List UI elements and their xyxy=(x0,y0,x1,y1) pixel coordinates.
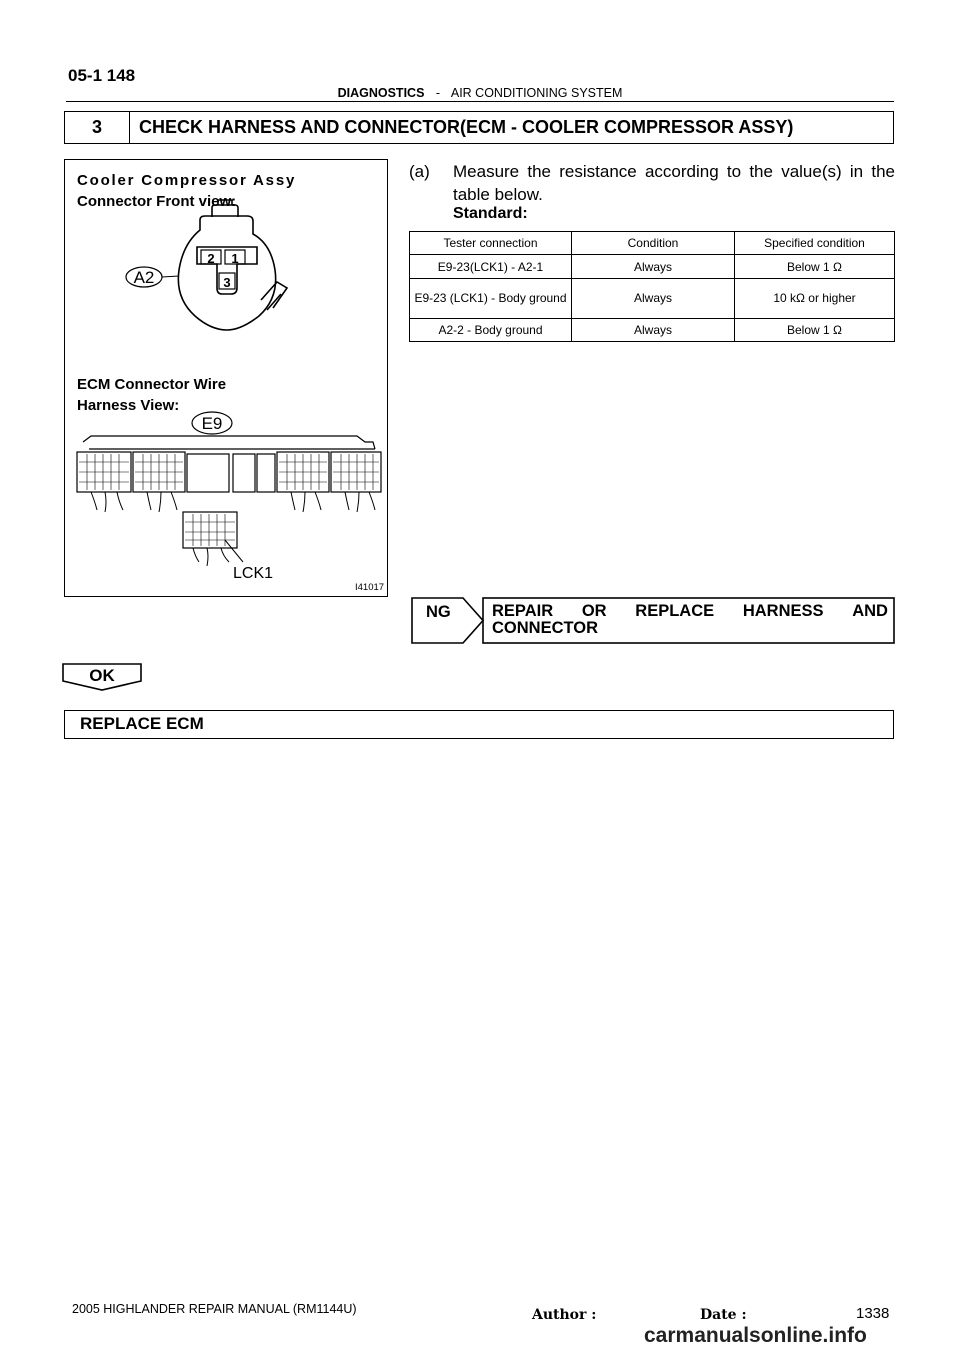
figure-code: I41017 xyxy=(355,582,385,593)
ok-label: OK xyxy=(89,666,115,685)
lck1-leader-line xyxy=(225,540,243,562)
ng-label: NG xyxy=(426,603,451,621)
figure-label-cooler: Cooler Compressor Assy xyxy=(77,172,297,189)
table-header-cell: Tester connection xyxy=(410,232,572,255)
ng-action-line: REPAIR OR REPLACE HARNESS AND xyxy=(492,602,888,620)
table-cell: Below 1 Ω xyxy=(735,319,895,342)
step-heading xyxy=(64,111,894,144)
table-cell: 10 kΩ or higher xyxy=(735,279,895,319)
header-subsection: AIR CONDITIONING SYSTEM xyxy=(450,86,623,100)
table-header-cell: Specified condition xyxy=(735,232,895,255)
a2-leader-line xyxy=(162,276,179,277)
figure-label-ecm: ECM Connector Wire xyxy=(77,376,227,393)
standard-label: Standard: xyxy=(453,205,528,222)
ng-action-line: CONNECTOR xyxy=(492,619,599,637)
final-action-text: REPLACE ECM xyxy=(80,714,204,733)
footer-date-label: Date : xyxy=(700,1307,747,1323)
footer-author-label: Author : xyxy=(532,1307,597,1323)
table-cell: A2-2 - Body ground xyxy=(410,319,572,342)
table-row xyxy=(410,255,895,279)
table-cell: Below 1 Ω xyxy=(735,255,895,279)
connector-figure xyxy=(64,159,388,597)
footer-manual-title: 2005 HIGHLANDER REPAIR MANUAL (RM1144U) xyxy=(72,1302,357,1316)
header-rule xyxy=(66,101,894,102)
watermark: carmanualsonline.info xyxy=(644,1324,867,1347)
ecm-wires xyxy=(91,492,375,566)
e9-label: E9 xyxy=(201,414,223,433)
step-title: CHECK HARNESS AND CONNECTOR(ECM - COOLER COMPRESSOR ASSY) xyxy=(139,117,794,137)
table-cell: E9-23(LCK1) - A2-1 xyxy=(410,255,572,279)
header-section: DIAGNOSTICS xyxy=(337,86,425,100)
table-cell: Always xyxy=(572,279,735,319)
resistance-spec-table xyxy=(409,231,895,342)
pin-2: 2 xyxy=(207,251,215,266)
instruction-letter: (a) xyxy=(409,162,430,181)
table-header-cell: Condition xyxy=(572,232,735,255)
figure-label-harness-view: Harness View: xyxy=(77,397,180,414)
pin-1: 1 xyxy=(231,251,239,266)
page-header xyxy=(0,86,960,100)
step-number: 3 xyxy=(65,112,130,143)
table-header-row xyxy=(410,232,895,255)
a2-label: A2 xyxy=(133,268,155,287)
table-cell: Always xyxy=(572,319,735,342)
pin-3: 3 xyxy=(223,275,231,290)
table-cell: E9-23 (LCK1) - Body ground xyxy=(410,279,572,319)
instruction-paragraph xyxy=(409,160,895,206)
table-row xyxy=(410,279,895,319)
page-number: 05-1 148 xyxy=(68,66,136,85)
header-separator: - xyxy=(435,86,441,100)
footer-page-number: 1338 xyxy=(856,1305,890,1322)
figure-label-front-view: Connector Front view: xyxy=(77,193,237,210)
ng-action xyxy=(492,603,888,637)
table-cell: Always xyxy=(572,255,735,279)
table-row xyxy=(410,319,895,342)
lck1-label: LCK1 xyxy=(233,565,274,582)
ecm-connector xyxy=(77,436,381,548)
instruction-text: Measure the resistance according to the value(s) in the table below. xyxy=(453,162,895,204)
